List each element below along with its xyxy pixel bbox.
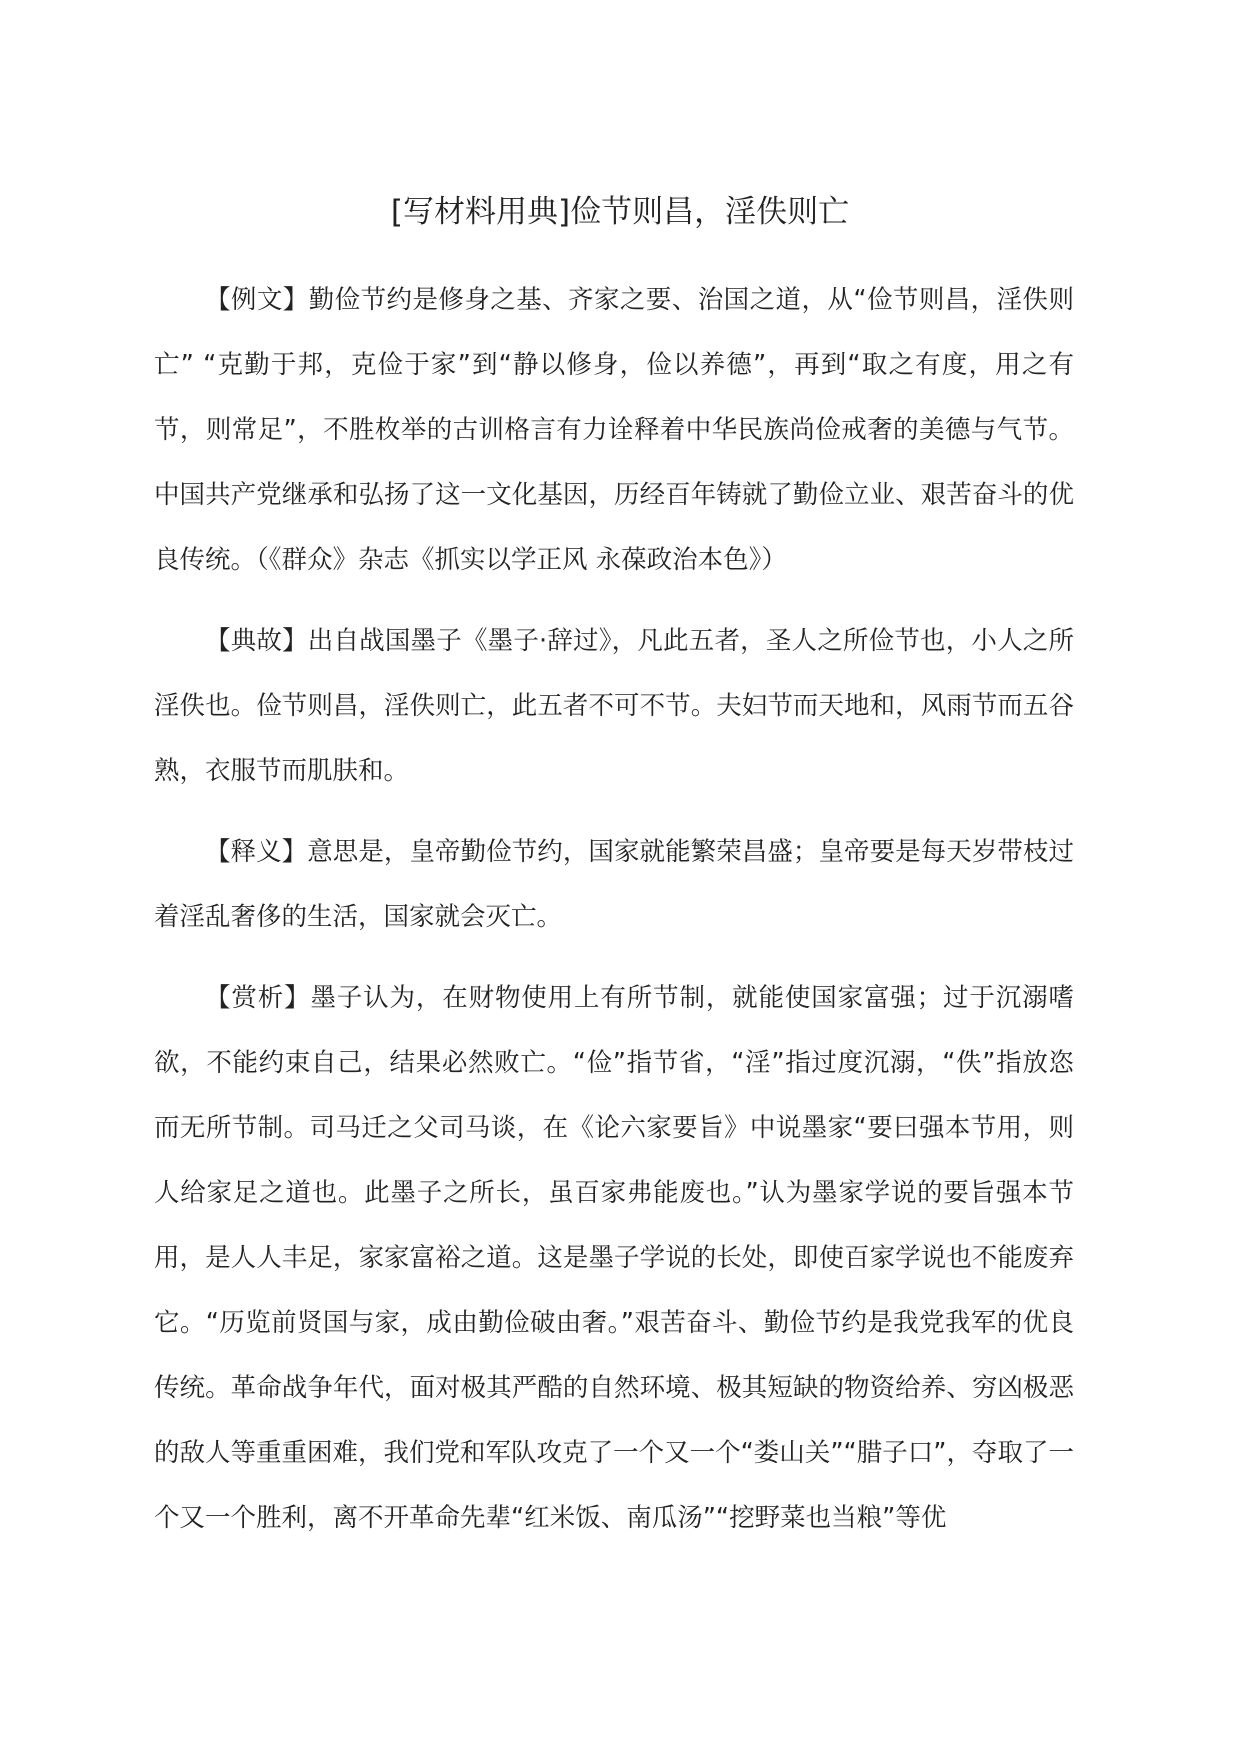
paragraph-text-allusion: 出自战国墨子《墨子·辞过》，凡此五者，圣人之所俭节也，小人之所淫佚也。俭节则昌，淫佚则亡，此五者不可不节。夫妇节而天地和，风雨节而五谷熟，衣服节而肌肤和。 [154,626,1074,786]
paragraph-text-meaning: 意思是，皇帝勤俭节约，国家就能繁荣昌盛；皇帝要是每天岁带枝过着淫乱奢侈的生活，国家就会灭亡。 [154,837,1074,932]
paragraph-text-example: 勤俭节约是修身之基、齐家之要、治国之道，从“俭节则昌，淫佚则亡” “克勤于邦，克俭于家”到“静以修身，俭以养德”，再到“取之有度，用之有节，则常足”，不胜枚举的古训格言有力诠释着中华民族尚俭戒奢的美德与气节。中国共产党继承和弘扬了这一文化基因，历经百年铸就了勤俭立业、艰苦奋斗的优良传统。（《群众》杂志《抓实以学正风 永葆政治本色》） [154,285,1074,575]
paragraph-allusion [154,609,1074,804]
paragraph-example [154,268,1074,593]
paragraph-analysis [154,966,1074,1551]
document-body [154,268,1074,1567]
section-tag-meaning: 【释义】 [205,837,308,867]
section-tag-analysis: 【赏析】 [205,983,311,1013]
paragraph-text-analysis: 墨子认为，在财物使用上有所节制，就能使国家富强；过于沉溺嗜欲，不能约束自己，结果必然败亡。“俭”指节省，“淫”指过度沉溺，“佚”指放恣而无所节制。司马迁之父司马谈，在《论六家要旨》中说墨家“要曰强本节用，则人给家足之道也。此墨子之所长，虽百家弗能废也。”认为墨家学说的要旨强本节用，是人人丰足，家家富裕之道。这是墨子学说的长处，即使百家学说也不能废弃它。“历览前贤国与家，成由勤俭破由奢。”艰苦奋斗、勤俭节约是我党我军的优良传统。革命战争年代，面对极其严酷的自然环境、极其短缺的物资给养、穷凶极恶的敌人等重重困难，我们党和军队攻克了一个又一个“娄山关”“腊子口”，夺取了一个又一个胜利，离不开革命先辈“红米饭、南瓜汤”“挖野菜也当粮”等优 [154,983,1074,1533]
document-title: [写材料用典]俭节则昌，淫佚则亡 [390,194,850,230]
section-tag-example: 【例文】 [205,285,309,315]
paragraph-meaning [154,820,1074,950]
section-tag-allusion: 【典故】 [205,626,308,656]
